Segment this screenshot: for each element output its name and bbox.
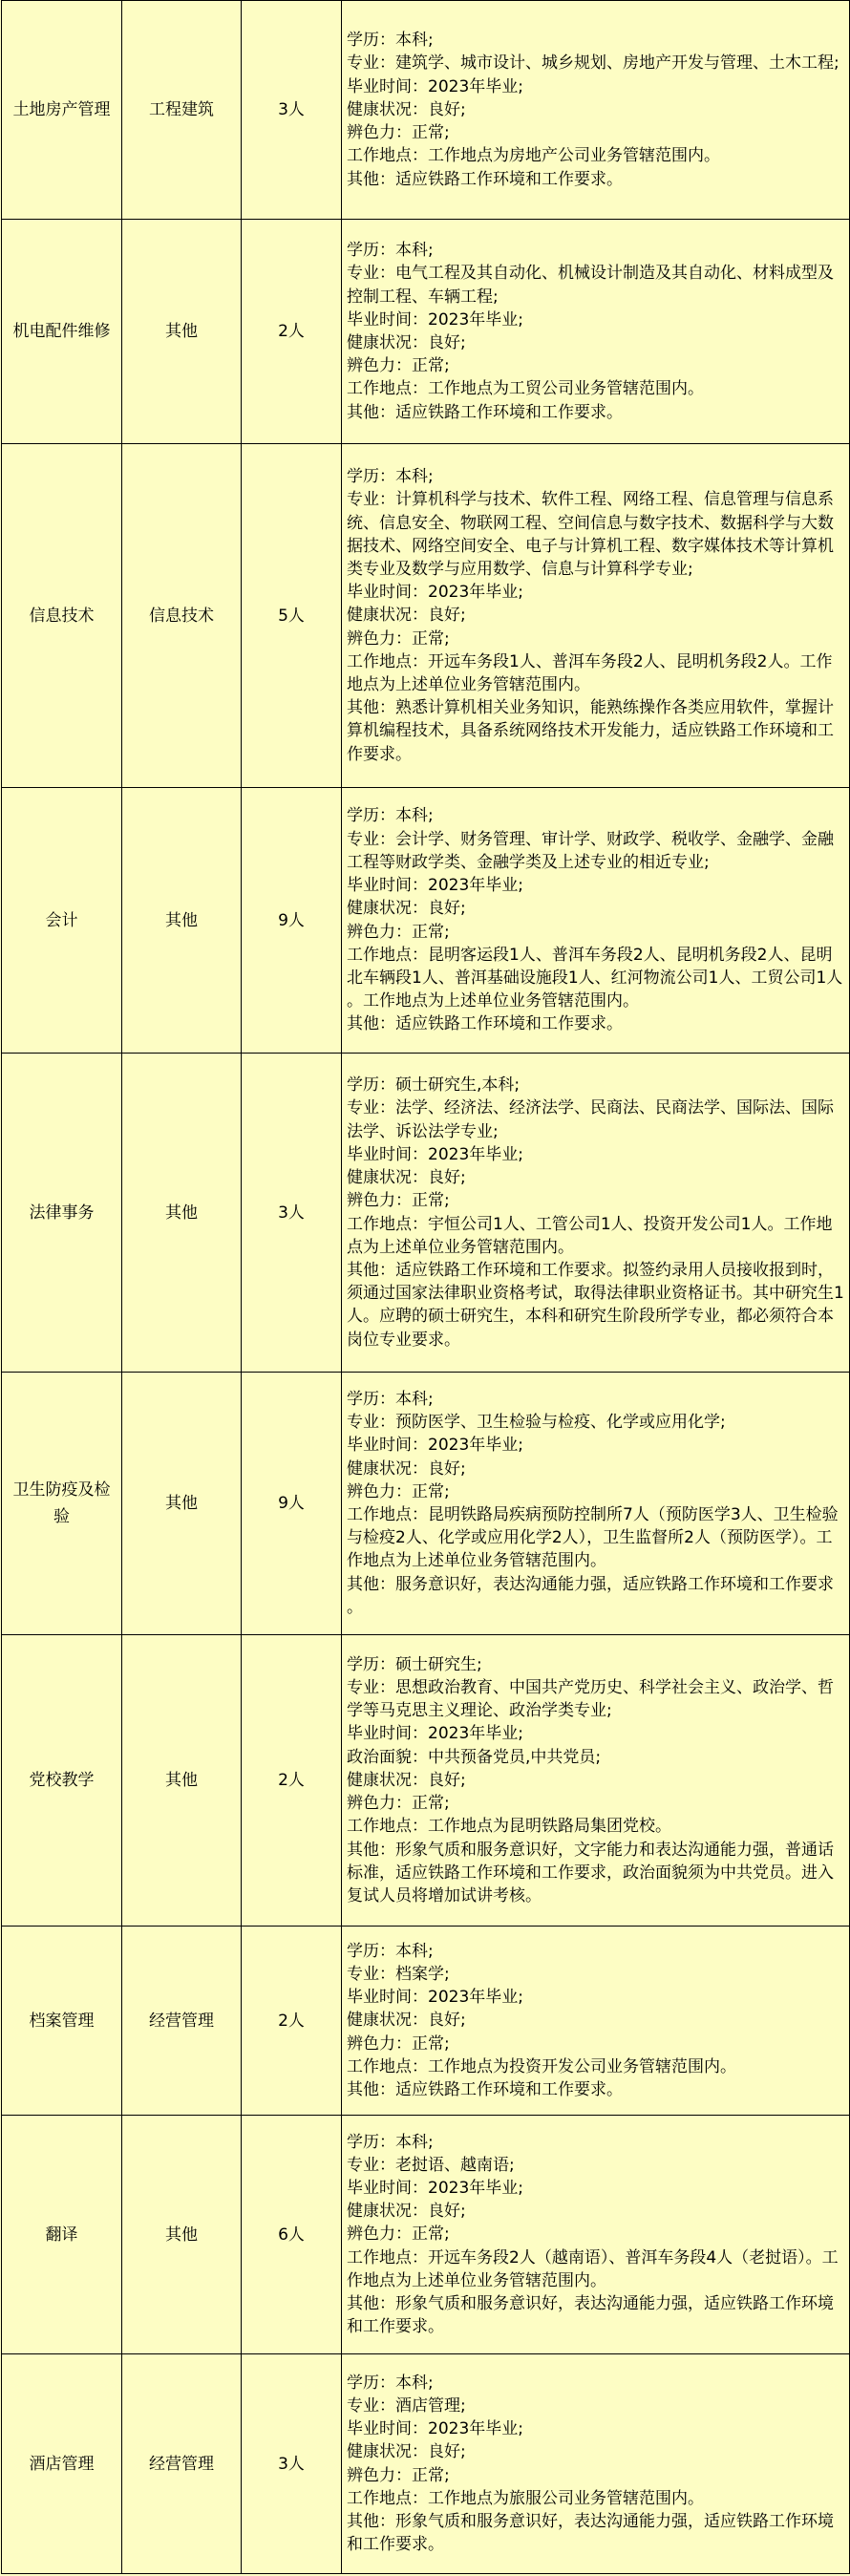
hiring-count-cell: 3人 (242, 2354, 342, 2574)
requirement-line: 毕业时间：2023年毕业; (347, 2419, 523, 2439)
hiring-count-cell: 3人 (242, 1054, 342, 1373)
requirement-line: 工作地点：昆明铁路局疾病预防控制所7人（预防医学3人、卫生检验与检疫2人、化学或应用化学2人），卫生监督所2人（预防医学）。工作地点为上述单位业务管辖范围内。 (347, 1505, 839, 1571)
requirement-line: 毕业时间：2023年毕业; (347, 309, 523, 330)
requirement-line: 工作地点：工作地点为投资开发公司业务管辖范围内。 (347, 2056, 736, 2076)
requirement-line: 健康状况：良好; (347, 606, 466, 626)
job-category-cell: 经营管理 (122, 2354, 242, 2574)
requirement-line: 健康状况：良好; (347, 2442, 466, 2462)
requirement-line: 专业：档案学; (347, 1964, 450, 1984)
requirement-line: 健康状况：良好; (347, 333, 466, 352)
requirements-cell (342, 444, 850, 788)
requirement-line: 其他：熟悉计算机相关业务知识，能熟练操作各类应用软件，掌握计算机编程技术，具备系统网络技术开发能力，适应铁路工作环境和工作要求。 (347, 698, 834, 764)
requirement-line: 工作地点：昆明客运段1人、普洱车务段2人、昆明机务段2人、昆明北车辆段1人、普洱基础设施段1人、红河物流公司1人、工贸公司1人。工作地点为上述单位业务管辖范围内。 (347, 945, 843, 1011)
requirement-line: 辨色力：正常; (347, 628, 450, 649)
requirement-line: 毕业时间：2023年毕业; (347, 1988, 523, 2008)
hiring-count-cell: 2人 (242, 220, 342, 444)
job-category-cell: 其他 (122, 1373, 242, 1635)
requirement-line: 辨色力：正常; (347, 1191, 450, 1211)
requirement-line: 其他：适应铁路工作环境和工作要求。 (347, 2080, 623, 2099)
requirement-line: 辨色力：正常; (347, 2033, 450, 2054)
table-row (2, 2354, 850, 2574)
requirement-line: 学历：本科; (347, 2132, 434, 2152)
requirement-line: 学历：本科; (347, 1389, 434, 1409)
requirements-cell (342, 220, 850, 444)
requirement-line: 学历：本科; (347, 241, 434, 261)
requirement-line: 其他：形象气质和服务意识好，文字能力和表达沟通能力强，普通话标准，适应铁路工作环境和工作要求，政治面貌须为中共党员。进入复试人员将增加试讲考核。 (347, 1840, 834, 1905)
job-title-cell: 会计 (2, 788, 122, 1054)
requirements-cell (342, 2354, 850, 2574)
requirement-line: 专业：法学、经济法、经济法学、民商法、民商法学、国际法、国际法学、诉讼法学专业; (347, 1098, 834, 1141)
requirement-line: 健康状况：良好; (347, 1770, 466, 1790)
table-row (2, 788, 850, 1054)
requirement-line: 毕业时间：2023年毕业; (347, 76, 523, 96)
table-row (2, 1, 850, 220)
requirement-line: 辨色力：正常; (347, 2465, 450, 2485)
requirement-line: 辨色力：正常; (347, 1794, 450, 1814)
requirement-line: 专业：酒店管理; (347, 2395, 466, 2416)
requirement-line: 健康状况：良好; (347, 2202, 466, 2222)
requirement-line: 专业：计算机科学与技术、软件工程、网络工程、信息管理与信息系统、信息安全、物联网工程、空间信息与数字技术、数据科学与大数据技术、网络空间安全、电子与计算机工程、数字媒体技术等计算机类专业及数学与应用数学、信息与计算科学专业; (347, 490, 834, 579)
requirement-line: 专业：老挝语、越南语; (347, 2155, 515, 2175)
hiring-count-cell: 2人 (242, 1927, 342, 2116)
requirement-line: 其他：形象气质和服务意识好，表达沟通能力强，适应铁路工作环境和工作要求。 (347, 2511, 834, 2555)
requirement-line: 专业：思想政治教育、中国共产党历史、科学社会主义、政治学、哲学等马克思主义理论、政治学类专业; (347, 1678, 834, 1721)
requirement-line: 专业：预防医学、卫生检验与检疫、化学或应用化学; (347, 1413, 726, 1433)
requirement-line: 辨色力：正常; (347, 356, 450, 376)
job-category-cell: 经营管理 (122, 1927, 242, 2116)
requirement-line: 工作地点：工作地点为旅服公司业务管辖范围内。 (347, 2488, 704, 2508)
table-row (2, 1054, 850, 1373)
job-title-cell: 酒店管理 (2, 2354, 122, 2574)
requirements-cell (342, 788, 850, 1054)
requirement-line: 学历：本科; (347, 2373, 434, 2393)
requirement-line: 健康状况：良好; (347, 2011, 466, 2031)
requirement-line: 政治面貌：中共预备党员,中共党员; (347, 1747, 602, 1767)
requirement-line: 其他：服务意识好，表达沟通能力强，适应铁路工作环境和工作要求。 (347, 1574, 834, 1617)
job-title-cell: 土地房产管理 (2, 1, 122, 220)
requirement-line: 工作地点：工作地点为工贸公司业务管辖范围内。 (347, 379, 704, 399)
job-category-cell: 工程建筑 (122, 1, 242, 220)
hiring-count-cell: 3人 (242, 1, 342, 220)
requirements-cell (342, 1, 850, 220)
job-title-cell: 机电配件维修 (2, 220, 122, 444)
requirements-cell (342, 1927, 850, 2116)
requirement-line: 学历：本科; (347, 1941, 434, 1961)
requirement-line: 学历：本科; (347, 467, 434, 487)
requirement-line: 学历：本科; (347, 806, 434, 826)
requirement-line: 健康状况：良好; (347, 899, 466, 919)
requirement-line: 健康状况：良好; (347, 99, 466, 119)
requirement-line: 毕业时间：2023年毕业; (347, 2178, 523, 2198)
requirement-line: 辨色力：正常; (347, 2225, 450, 2245)
requirement-line: 学历：本科; (347, 31, 434, 51)
requirement-line: 其他：适应铁路工作环境和工作要求。 (347, 169, 623, 189)
hiring-count-cell: 2人 (242, 1635, 342, 1927)
requirements-cell (342, 1635, 850, 1927)
requirement-line: 其他：形象气质和服务意识好，表达沟通能力强，适应铁路工作环境和工作要求。 (347, 2294, 834, 2337)
table-row (2, 1927, 850, 2116)
requirement-line: 毕业时间：2023年毕业; (347, 1724, 523, 1744)
job-category-cell: 其他 (122, 1635, 242, 1927)
requirement-line: 健康状况：良好; (347, 1168, 466, 1188)
table-row (2, 1635, 850, 1927)
requirement-line: 毕业时间：2023年毕业; (347, 1144, 523, 1164)
requirements-cell (342, 2116, 850, 2354)
requirement-line: 专业：会计学、财务管理、审计学、财政学、税收学、金融学、金融工程等财政学类、金融学类及上述专业的相近专业; (347, 829, 834, 872)
requirements-cell (342, 1054, 850, 1373)
job-title-cell: 信息技术 (2, 444, 122, 788)
hiring-count-cell: 9人 (242, 1373, 342, 1635)
job-category-cell: 信息技术 (122, 444, 242, 788)
job-title-cell: 卫生防疫及检验 (2, 1373, 122, 1635)
job-title-cell: 党校教学 (2, 1635, 122, 1927)
requirement-line: 辨色力：正常; (347, 922, 450, 942)
requirement-line: 其他：适应铁路工作环境和工作要求。 (347, 1014, 623, 1034)
requirement-line: 工作地点：开远车务段2人（越南语）、普洱车务段4人（老挝语）。工作地点为上述单位业务管辖范围内。 (347, 2247, 839, 2290)
job-requirements-table (1, 0, 850, 2574)
requirement-line: 毕业时间：2023年毕业; (347, 583, 523, 603)
requirement-line: 其他：适应铁路工作环境和工作要求。拟签约录用人员接收报到时，须通过国家法律职业资格考试，取得法律职业资格证书。其中研究生1人。应聘的硕士研究生，本科和研究生阶段所学专业，都必须符合本岗位专业要求。 (347, 1260, 844, 1350)
table-row (2, 2116, 850, 2354)
requirement-line: 辨色力：正常; (347, 123, 450, 143)
requirement-line: 毕业时间：2023年毕业; (347, 876, 523, 896)
requirement-line: 毕业时间：2023年毕业; (347, 1436, 523, 1456)
hiring-count-cell: 6人 (242, 2116, 342, 2354)
job-category-cell: 其他 (122, 2116, 242, 2354)
requirement-line: 工作地点：工作地点为昆明铁路局集团党校。 (347, 1817, 671, 1837)
job-category-cell: 其他 (122, 220, 242, 444)
job-title-cell: 法律事务 (2, 1054, 122, 1373)
requirements-cell (342, 1373, 850, 1635)
requirement-line: 专业：电气工程及其自动化、机械设计制造及其自动化、材料成型及控制工程、车辆工程; (347, 264, 834, 307)
table-row (2, 220, 850, 444)
requirement-line: 专业：建筑学、城市设计、城乡规划、房地产开发与管理、土木工程; (347, 53, 839, 74)
job-category-cell: 其他 (122, 1054, 242, 1373)
requirement-line: 工作地点：开远车务段1人、普洱车务段2人、昆明机务段2人。工作地点为上述单位业务管辖范围内。 (347, 651, 833, 694)
requirement-line: 工作地点：工作地点为房地产公司业务管辖范围内。 (347, 146, 720, 166)
job-category-cell: 其他 (122, 788, 242, 1054)
table-body (2, 1, 850, 2574)
requirement-line: 学历：硕士研究生,本科; (347, 1075, 521, 1096)
table-row (2, 444, 850, 788)
job-title-cell: 翻译 (2, 2116, 122, 2354)
requirement-line: 健康状况：良好; (347, 1458, 466, 1479)
requirement-line: 其他：适应铁路工作环境和工作要求。 (347, 402, 623, 422)
requirement-line: 工作地点：宇恒公司1人、工管公司1人、投资开发公司1人。工作地点为上述单位业务管辖范围内。 (347, 1214, 833, 1257)
job-title-cell: 档案管理 (2, 1927, 122, 2116)
hiring-count-cell: 9人 (242, 788, 342, 1054)
table-row (2, 1373, 850, 1635)
hiring-count-cell: 5人 (242, 444, 342, 788)
requirement-line: 辨色力：正常; (347, 1481, 450, 1501)
requirement-line: 学历：硕士研究生; (347, 1654, 482, 1674)
